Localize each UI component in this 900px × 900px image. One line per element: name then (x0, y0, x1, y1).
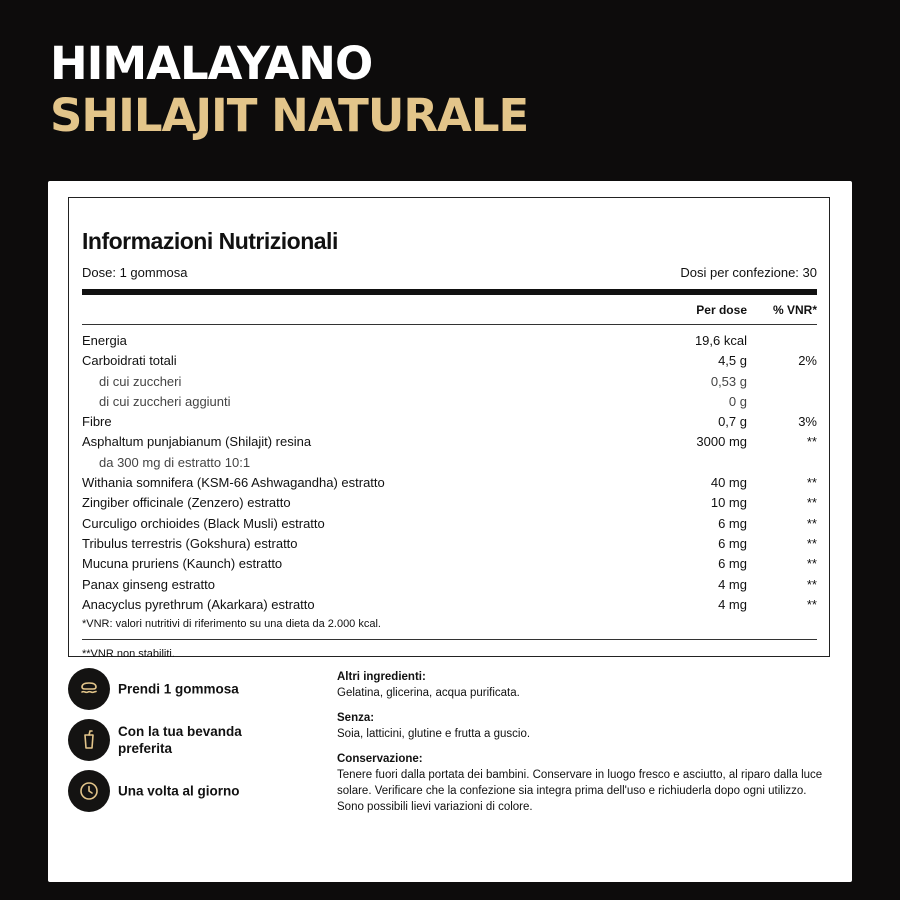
nutrition-row (82, 412, 817, 432)
nutrient-vnr: 2% (798, 353, 817, 369)
nutrient-vnr: 3% (798, 414, 817, 430)
nutrition-rows (82, 331, 817, 615)
storage-heading: Conservazione: (337, 753, 423, 765)
nutrition-row (82, 331, 817, 351)
nutrient-amount: 4 mg (718, 576, 747, 592)
nutrition-row (82, 473, 817, 493)
headline-himalayano: HIMALAYANO (50, 37, 373, 90)
nutrient-amount: 6 mg (718, 556, 747, 572)
nutrition-row (82, 595, 817, 615)
free-from-heading: Senza: (337, 712, 375, 724)
nutrient-vnr: ** (806, 596, 817, 612)
usage-step-label: Una volta al giorno (118, 783, 240, 799)
drink-cup-icon (68, 719, 110, 761)
nutrition-row (82, 493, 817, 513)
nutrition-row (82, 453, 817, 473)
nutrient-name: da 300 mg di estratto 10:1 (99, 454, 251, 470)
servings-per-container: Dosi per confezione: 30 (680, 265, 817, 280)
nutrient-vnr: ** (806, 495, 817, 511)
nutrient-name: Tribulus terrestris (Gokshura) estratto (82, 535, 298, 551)
nutrient-name: Mucuna pruriens (Kaunch) estratto (82, 556, 283, 572)
usage-step (68, 719, 328, 761)
product-info-card (48, 181, 852, 882)
usage-step-label: Con la tua bevanda preferita (118, 724, 242, 756)
nutrition-title: Informazioni Nutrizionali (82, 228, 338, 254)
nutrient-name: Energia (82, 333, 127, 348)
nutrition-row (82, 534, 817, 554)
serving-size: Dose: 1 gommosa (82, 265, 188, 280)
nutrition-row (82, 514, 817, 534)
nutrient-amount: 4,5 g (718, 353, 747, 369)
nutrient-name: di cui zuccheri (99, 373, 182, 389)
gummy-icon (68, 668, 110, 710)
vnr-not-established-note: **VNR non stabiliti. (82, 648, 175, 660)
usage-step (68, 668, 328, 710)
nutrient-name: Curculigo orchioides (Black Musli) estratto (82, 515, 325, 531)
free-from-text: Soia, latticini, glutine e frutta a guscio. (337, 728, 531, 740)
free-from-section (337, 710, 827, 742)
headline-shilajit-naturale: SHILAJIT NATURALE (50, 89, 529, 142)
nutrient-amount: 6 mg (718, 515, 747, 531)
nutrient-vnr: ** (806, 475, 817, 491)
nutrient-amount: 10 mg (710, 495, 747, 511)
nutrition-facts-panel (68, 197, 830, 660)
usage-step-label: Prendi 1 gommosa (118, 681, 239, 697)
other-ingredients-text: Gelatina, glicerina, acqua purificata. (337, 687, 520, 699)
clock-icon (68, 770, 110, 812)
nutrient-vnr: ** (806, 434, 817, 450)
nutrient-vnr: ** (806, 535, 817, 551)
nutrient-amount: 0,53 g (710, 373, 747, 389)
nutrient-vnr: ** (806, 515, 817, 531)
nutrient-amount: 0 g (728, 393, 747, 409)
nutrient-amount: 6 mg (718, 535, 747, 551)
nutrient-amount: 4 mg (718, 596, 747, 612)
nutrient-amount: 40 mg (710, 475, 747, 491)
nutrient-name: Anacyclus pyrethrum (Akarkara) estratto (82, 596, 315, 612)
nutrient-name: Fibre (82, 414, 112, 430)
nutrition-row (82, 554, 817, 574)
nutrition-row (82, 392, 817, 412)
usage-step (68, 770, 328, 812)
column-header-vnr: % VNR* (772, 303, 817, 317)
nutrient-name: Carboidrati totali (82, 353, 177, 369)
vnr-footnote: *VNR: valori nutritivi di riferimento su una dieta da 2.000 kcal. (82, 618, 381, 630)
column-header-per-dose: Per dose (696, 303, 747, 317)
nutrient-name: Zingiber officinale (Zenzero) estratto (82, 495, 291, 511)
nutrition-row (82, 432, 817, 452)
nutrient-amount: 0,7 g (718, 414, 747, 430)
header-divider (82, 324, 817, 325)
nutrition-row (82, 372, 817, 392)
nutrient-name: Withania somnifera (KSM-66 Ashwagandha) estratto (82, 475, 385, 491)
nutrition-row (82, 351, 817, 371)
nutrient-amount: 3000 mg (696, 434, 747, 450)
nutrient-vnr: ** (806, 556, 817, 572)
footer-divider (82, 639, 817, 640)
storage-text: Tenere fuori dalla portata dei bambini. Conservare in luogo fresco e asciutto, al riparo dalla luce solare. Verificare che la confezione sia integra prima dell'uso e richiuderla dopo ogni utilizzo. Sono possibili lievi variazioni di colore. (337, 769, 823, 813)
nutrient-vnr: ** (806, 576, 817, 592)
thick-divider (82, 289, 817, 295)
nutrient-name: Asphaltum punjabianum (Shilajit) resina (82, 434, 312, 450)
other-ingredients-section (337, 669, 827, 701)
storage-section (337, 751, 827, 815)
other-ingredients-heading: Altri ingredienti: (337, 671, 426, 683)
nutrient-amount: 19,6 kcal (694, 333, 747, 348)
nutrient-name: Panax ginseng estratto (82, 576, 215, 592)
nutrient-name: di cui zuccheri aggiunti (99, 393, 231, 409)
nutrition-row (82, 575, 817, 595)
